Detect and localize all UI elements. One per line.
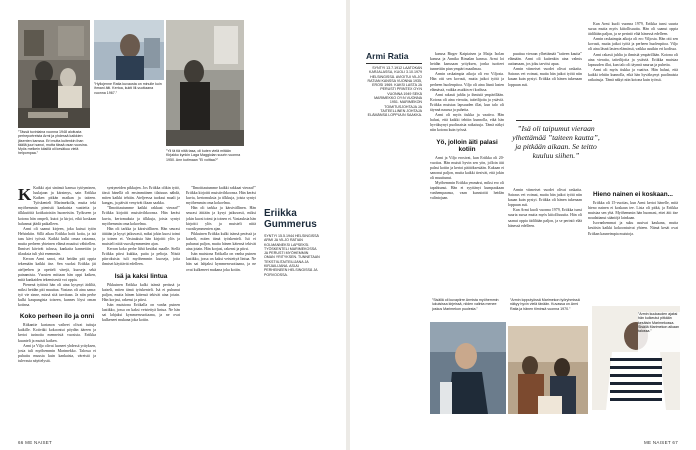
workshop-caption-right: ”Armin lopputyössä Marimekon työryhmissä näkyy hyvin vielä tänään. Kuvassa on Armi Ratia ja hänen tiiminsä vuonna 1970.”: [510, 298, 580, 311]
right-body-p2: Armin raskaimpia aikoja oli ero Viljosta. Hän otti sen kovasti, mutta jatkoi työtä ja perheen huolenpitoa. Viljo oli aina läsnä lasten elämässä, vaikka asuikin eri kodissa.: [430, 72, 504, 92]
right-column-2b: [508, 188, 582, 292]
right-body-p1: kanssa Birger Kaipiaisen ja Maija Isolan kanssa ja Annika Rimalan kanssa. Armi loi heidän kanssaan yrityksen, jonka tuotteet tunnettiin pian ympäri maailmaa.: [430, 52, 504, 72]
left-column-2: [102, 186, 180, 436]
left-body-p6: Armi ja Viljo olivat luoneet yhdessä yrityksen, josta tuli myöhemmin Marimekko. Talossa ei puhuttu muusta kuin kankaista, väreistä ja tulevasta näyttelystä.: [18, 343, 96, 363]
left-body-p3: Kerran Armi sanoi, että heidän piti oppia tekemään kaikki itse. Sen vuoksi Eriikka jäi ateljeehen ja opetteli värejä, kuoseja sekä painamista. Vuosien mittaan hän oppi kaiken, mitä kankaiden tekemisestä voi oppia.: [18, 257, 96, 282]
eriikka-sidebar-title: [264, 208, 324, 230]
workshop-photo: [18, 20, 90, 128]
left-column-1: [18, 186, 96, 436]
armi-portrait-caption: ”Sisällä oli kuvapiirre Armista myöhemmin lukuisissa kirjeissä, niiden valinta menee joskus Marimekon puolesta.”: [432, 298, 499, 311]
left-body-p14: Hän oli tarkka ja kärsivällinen. Hän seurasi äitiään ja kysyi jatkuvasti, miksi jokin kuosi toimi ja toinen ei. Vastauksia hän kirjoitti ylös ja muisteli niitä vuosikymmenien ajan.: [186, 206, 256, 231]
right-body-p9: Armin viimeiset vuodet olivat raskaita. Sairaus vei voimat, mutta hän jatkoi työtä niin kauan kuin pystyi. Eriikka oli hänen tukenaan loppuun asti.: [508, 188, 582, 208]
right-subhead-1: Yö, jolloin äiti palasi kotiin: [436, 138, 498, 153]
right-folio: ME NAISET 67: [643, 440, 678, 445]
left-body-p9: Hän oli tarkka ja kärsivällinen. Hän seurasi äitiään ja kysyi jatkuvasti, miksi jokin kuosi toimi ja toinen ei. Vastauksia hän kirjoitti ylös ja muisteli niitä vuosikymmenien ajan.: [102, 226, 180, 247]
quote-rule-top: [516, 120, 592, 121]
right-body-p13: Armi rakasti juhlia ja ihmisiä ympärillään. Kotona oli aina vieraita, taiteilijoita ja ystäviä. Eriikka muistaa lapsuuden illat, kun talo oli täynnä naurua ja puhetta.: [588, 52, 678, 67]
right-column-3: [588, 22, 678, 182]
right-body-p3: Armi rakasti juhlia ja ihmisiä ympärillään. Kotona oli aina vieraita, taiteilijoita ja ystäviä. Eriikka muistaa lapsuuden illat, kun talo oli täynnä naurua ja puhetta.: [430, 92, 504, 113]
right-body-p10: Kun Armi kuoli vuonna 1979, Eriikka tunsi suurta surua mutta myös kiitollisuutta. Hän oli saanut oppia äidiltään paljon, ja se perintö elää hänessä edelleen.: [508, 208, 582, 228]
left-body-p4: Pienenä tyttönä hän oli aina kysynyt äidiltä, miksi heidän piti muuttaa. Vastaus oli aina sama: työ vie sinne, missä sitä tarvitaan. Ja niin perhe kulki kaupungista toiseen, kunnes löysi oman kotinsa.: [18, 282, 96, 308]
right-body-p6: Myöhemmin Eriikka ymmärsi, miksi ero oli tapahtunut. Hän ei syyttänyt kumpaakaan vanhempaansa, vaan kunnioitti heidän valintojaan.: [430, 180, 504, 201]
left-body-p13: ”Ilmoittautumme kaikki rakkaat vieraat!” Eriikka kirjoitti muistivihkoonsa. Hän keräsi kuvia, kertomuksia ja tilkkuja, joista syntyi myöhemmin oma kokoelma.: [186, 186, 256, 206]
right-body-p15: Eriikka oli 15-vuotias, kun Armi kertoi hänelle, mitä hieno nainen ei koskaan tee. Lista oli pitkä, ja Eriikka muistaa sen yhä. Myöhemmin hän huomasi, ettei äiti itse noudattanut sääntöjä lainkaan.: [588, 201, 678, 221]
right-column-3b: [588, 186, 678, 302]
left-column-3: [186, 186, 256, 436]
left-body-p8: ”Ilmoittautumme kaikki rakkaat vieraat!” Eriikka kirjoitti muistivihkoonsa. Hän keräsi kuvia, kertomuksia ja tilkkuja, joista syntyi myöhemmin oma kokoelma.: [102, 206, 180, 226]
armi-portrait-photo: [430, 322, 506, 414]
workshop-caption: ”Tässä tuvinlaina vuonna 1948 aloitusta perheportreista Armi ja yhdessä kaikkien jäsenten kanssa. Eri mutta kuitenkin ihan täällä juuri sanoi, mutta tässä osan vuosina. Myös melkein käsillä oli kesäkuu vielä helpompaa.”: [18, 130, 88, 156]
right-body-p12: Armin raskaimpia aikoja oli ero Viljosta. Hän otti sen kovasti, mutta jatkoi työtä ja perheen huolenpitoa. Viljo oli aina läsnä lasten elämässä, vaikka asuikin eri kodissa.: [588, 37, 678, 52]
left-body-p7: syntyneiden pikkujen. Jos Eriikka olikin tyttö, tässä hänellä oli ensimmäinen tilaisuus nähdä, miten kaikki tehtiin. Ateljeessa tuoksui maali ja kangas, ja päivät venyivät iltaan saakka.: [102, 186, 180, 206]
armi-sidebar-title: Armi Ratia: [366, 51, 409, 61]
right-page: [350, 0, 696, 450]
left-body-p1: Kaikki ajat sinänsä kanssa tytöyminen, luulajaan ja kärsimys, sain Eriikka Kaiken pitkän matkan ja taiteen. Työskenteli Marimekolla, mutta teki myöhemmin pienistä kankaista vaatteita ja tilkkutöitä kotikutoisiin huoneisiin. Työkseen ja kotona hän ompeli, kutoi ja kirjoi, eikä koskaan halunnut jäädä paikalleen.: [18, 186, 96, 226]
right-column-2: [508, 52, 582, 114]
right-body-p5: Armi ja Viljo erosivat, kun Eriikka oli 20-vuotias. Hän muisti hyvin sen yön, jolloin äiti palasi kotiin ja kertoi päätöksestään. Kukaan ei sanonut paljon, mutta kaikki tiesivät, että jokin oli muuttunut.: [430, 155, 504, 180]
left-body-p12: Isän muistona Eriikalla on vanha puinen laatikko, jossa on kaksi veistettyä lintua. Ne hän sai lahjaksi kymmenvuotiaana, ja ne ovat kulkeneet mukana joka kotiin.: [102, 302, 180, 323]
right-body-p14: Armi oli myös tiukka ja vaativa. Hän halusi, että kaikki tehtiin kunnolla, eikä hän hyväksynyt puolinaisia ratkaisuja. Tämä näkyi niin kotona kuin työssä.: [588, 67, 678, 83]
left-folio: 66 ME NAISET: [18, 440, 53, 445]
right-body-p7: puuttua vieraan ylhettämää ”taiteen kautta” elämään. Armi oli kuitenkin aina valmis auttamaan, jos joku tarvitsi apua.: [508, 52, 582, 67]
left-body-p2: Armi oli saanut kirjeen, joka kutsui tytön Helsinkiin. Sillä aikaa Eriikka hoiti kotia, ja isä taas kävi työssä. Kaikki kulki omaa rataansa, mutta perheen yhteinen elämä muuttui vähitellen. Ihmiset kävivät talossa, kankaita kannettiin ja tilauksia tuli yhä enemmän.: [18, 226, 96, 257]
left-body-p11: Pikkuinen Eriikka kulki isänsä perässä ja katseli, miten tämä työskenteli. Isä ei puhunut paljon, mutta hänen kätensä tekivät aina jotain. Hän korjasi, rakensi ja piirsi.: [102, 282, 180, 302]
stripes-caption: ”Armin kuukauden ajaksi hän kulkeutui pitkään kesäisin Marimekossa. Sisällä Marimekon aikaan talossa.”: [638, 312, 680, 352]
pull-quote: ”Isä oli taipumut vieraan ylhettämää ”taiteen kautta”, ja pitkään aikaan. Se teitto kuuluu siihen.”: [512, 124, 600, 160]
left-body-p10: Kerran koko perhe lähti kesäksi maalle. Siellä Eriikka piirsi kukkia, puita ja peltoja. Niistä piirroksista tuli myöhemmin kuoseja, joita ihmiset käyttävät edelleen.: [102, 247, 180, 267]
left-body-p5: Riikantie kartanon vaiheet olivat tuttuja kaikille. Kotiväki kokoontui pöydän ääreen ja kertoi tarinoita menneistä vuosista. Eriikka kuunteli ja muisti kaiken.: [18, 323, 96, 343]
left-subhead-1: Koko perheen ilo ja onni: [19, 313, 95, 321]
workshop-photo-right: [508, 326, 588, 414]
kitchen-caption: ”Yli tä tiä niitä tasa, oli kuten vielä mitään Kirjakko kynkin Laga Maggiolan suurin vuonna 1950. Ann kutimaan ”Ei voittaa?”: [166, 149, 241, 162]
right-subhead-2: Hieno nainen ei koskaan...: [593, 191, 673, 198]
left-page: [0, 0, 346, 450]
left-subhead-2: Isä ja kaksi lintua: [114, 272, 168, 280]
right-body-p16: Isovanhemmat ja suku asuivat kaukana, mutta kesäisin kaikki kokoontuivat yhteen. Nämä kesät ovat Eriikan kauneimpia muistoja.: [588, 221, 678, 236]
portrait-caption: ”Hyllojenne Ratia kuvausta on minulle kuin ihmani äiti. Kertoa, kukti lili-vuotiaana vuonna 1967.”: [94, 82, 162, 95]
right-body-p11: Kun Armi kuoli vuonna 1979, Eriikka tunsi suurta surua mutta myös kiitollisuutta. Hän oli saanut oppia äidiltään paljon, ja se perintö elää hänessä edelleen.: [588, 22, 678, 37]
left-body-p15: Pikkuinen Eriikka kulki isänsä perässä ja katseli, miten tämä työskenteli. Isä ei puhunut paljon, mutta hänen kätensä tekivät aina jotain. Hän korjasi, rakensi ja piirsi.: [186, 231, 256, 252]
eriikka-title-line2: Gummerus: [264, 219, 317, 230]
eriikka-sidebar-text: SYNTYI 15.5.1944 HELSINGISSÄ ARMI JA VILJO RATIAN KOLMANNEKSI LAPSEKSI. TYÖSKENTELI MARIMEKOSSA JA PERUSTI MYÖHEMMIN OMAN YRITYKSEN. TUNNETAAN TEKSTIILITAITEILIJANA JA KIRJAILIJANA. ASUU PERHEINEEN HELSINGISSÄ JA PORVOOSSA.: [264, 234, 320, 277]
right-body-p8: Armin viimeiset vuodet olivat raskaita. Sairaus vei voimat, mutta hän jatkoi työtä niin kauan kuin pystyi. Eriikka oli hänen tukenaan loppuun asti.: [508, 67, 582, 87]
right-body-p4: Armi oli myös tiukka ja vaativa. Hän halusi, että kaikki tehtiin kunnolla, eikä hän hyväksynyt puolinaisia ratkaisuja. Tämä näkyi niin kotona kuin työssä.: [430, 113, 504, 133]
left-body-p16: Isän muistona Eriikalla on vanha puinen laatikko, jossa on kaksi veistettyä lintua. Ne hän sai lahjaksi kymmenvuotiaana, ja ne ovat kulkeneet mukana joka kotiin.: [186, 252, 256, 272]
drop-cap: K: [18, 186, 32, 204]
armi-sidebar-text: SYNTYI 13.7.1912 LAATOKAN KARJALASSA, KUOLI 3.10.1979 HELSINGISSÄ. AVIOITUI VILJO RATIAN KANSSA VUONNA 1935, EROSI 1969. KAKSI LASTA JA PERUSTI PRINTEX OY:N VUONNA 1949 SEKÄ MARIMEKKO OY:N VUONNA 1951. MARIMEKON TOIMITUSJOHTAJA JA TAITEELLINEN JOHTAJA ELÄMÄNSÄ LOPPUUN SAAKKA.: [367, 66, 422, 118]
armi-sidebar-rule: [366, 63, 422, 64]
eriikka-title-line1: Eriikka: [264, 208, 297, 219]
portrait-photo: [94, 20, 164, 80]
kitchen-photo: [166, 20, 244, 146]
